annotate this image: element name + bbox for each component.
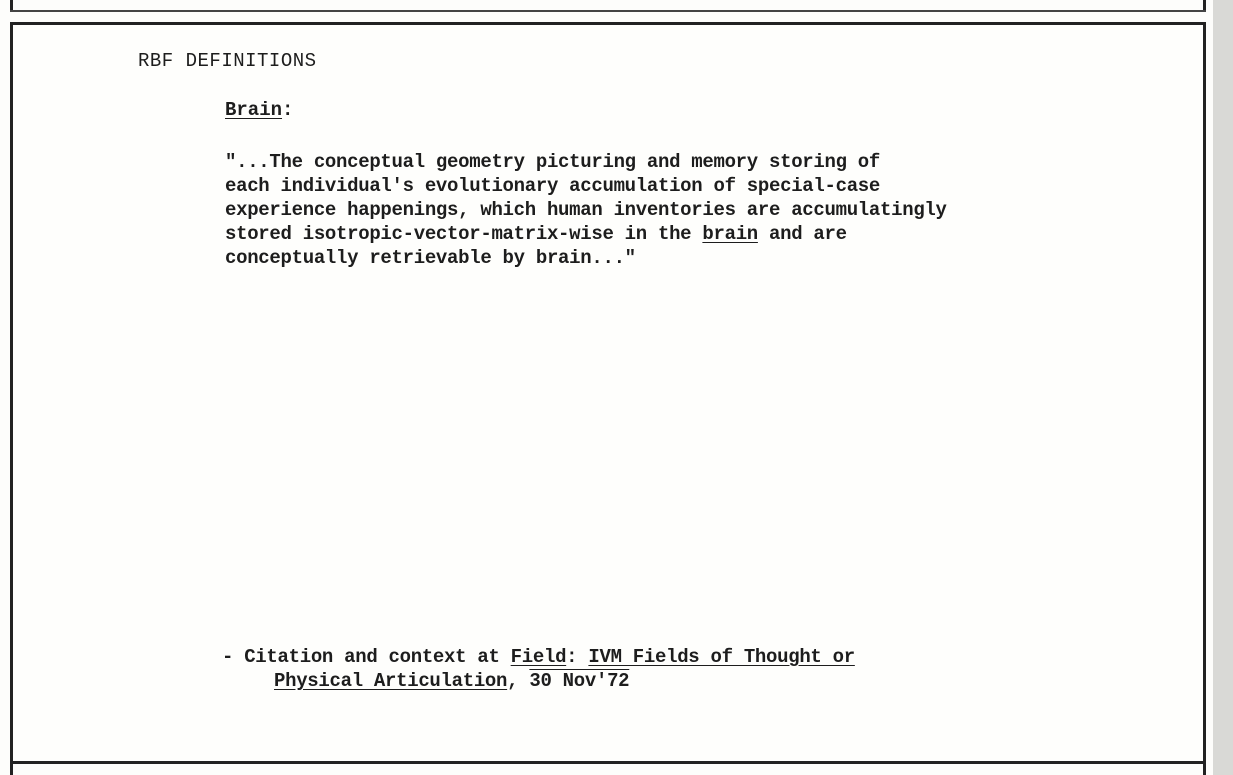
term-heading [225,99,293,121]
citation-line-1 [222,645,855,669]
citation [222,645,855,693]
citation-separator: : [566,646,589,668]
definition-line4-start: stored isotropic-vector-matrix-wise in the [225,223,703,245]
citation-prefix: - Citation and context at [222,646,511,668]
definition-underlined-word: brain [702,223,758,245]
top-card-edge [10,0,1206,12]
citation-date: 30 Nov'72 [529,670,630,692]
definition-line [225,222,1185,246]
citation-field-label: Field [510,646,567,668]
citation-title-part-2: Physical Articulation [274,670,508,692]
definition-quote [225,150,1185,270]
definition-line4-end: and are [757,223,847,245]
definition-line: each individual's evolutionary accumulation of special-case [225,175,881,197]
bottom-card-edge [10,764,1206,775]
citation-line-2 [222,669,855,693]
scan-margin [1213,0,1233,775]
definition-line: "...The conceptual geometry picturing and memory storing of [225,151,881,173]
term-suffix: : [282,99,294,121]
citation-title-part-1: IVM Fields of Thought or [588,646,855,668]
term-label: Brain [225,99,283,121]
definition-line: conceptually retrievable by brain..." [225,247,636,269]
definition-line: experience happenings, which human inventories are accumulatingly [225,199,947,221]
citation-date-separator: , [507,670,530,692]
page-heading: RBF DEFINITIONS [138,50,317,72]
